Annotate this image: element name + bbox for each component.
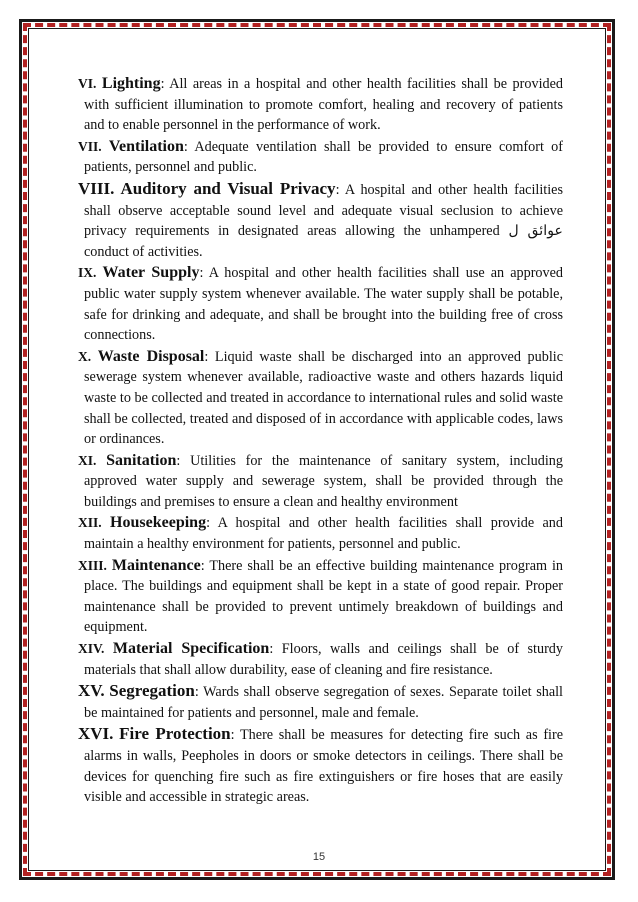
section-lighting: VI. Lighting: All areas in a hospital and other health facilities shall be provided with sufficient illumination to promote comfort, healing and recovery of patients and to enable personnel in the performance of work. [78, 75, 563, 134]
section-text: There shall be an effective building maintenance program in place. The buildings and equipment shall be kept in a state of good repair. Proper maintenance shall be provided to prevent untimely breakdown of buildings and equipment. [84, 557, 564, 636]
section-number: IX. [78, 265, 97, 281]
section-number: XI. [78, 452, 97, 468]
section-title: Ventilation [108, 137, 184, 155]
section-number: XIII. [78, 557, 107, 573]
section-fire-protection: XVI. Fire Protection: There shall be measures for detecting fire such as fire alarms in walls, Peepholes in doors or smoke detectors in ceilings. There shall be devices for quenching fire such as fire extinguishers or fire hoses that are easily visible and accessible in strategic areas. [78, 724, 564, 806]
section-text: Utilities for the maintenance of sanitary system, including approved water supply and sewerage system, shall be provided through the buildings and premises to ensure a clean and healthy environment [84, 452, 563, 510]
section-number: VIII. [78, 178, 115, 198]
section-title: Segregation [109, 681, 195, 701]
section-number: XV. [78, 681, 105, 701]
page-number: 15 [312, 851, 326, 863]
section-waste-disposal: X. Waste Disposal: Liquid waste shall be discharged into an approved public sewerage system whenever available, radioactive waste and others hazards liquid waste to be collected and treated in accordance to international rules and solid waste shall be collected, treated and disposed of in accordance with applicable codes, laws or ordinances. [78, 347, 564, 448]
section-text: Liquid waste shall be discharged into an approved public sewerage system whenever available, radioactive waste and others hazards liquid waste to be collected and treated in accordance to international rules and solid waste shall be collected, treated and disposed of in accordance with applicable codes, laws or ordinances. [84, 348, 564, 448]
section-number: X. [78, 348, 92, 364]
section-text: Wards shall observe segregation of sexes. Separate toilet shall be maintained for patients and personnel, male and female. [84, 684, 564, 721]
section-title: Housekeeping [110, 514, 207, 532]
document-body [78, 74, 563, 809]
section-number: VII. [78, 138, 102, 154]
section-text: A hospital and other health facilities shall use an approved public water supply system whenever available. The water supply shall be potable, safe for drinking and adequate, and shall be brought into the building free of cross connections. [84, 265, 564, 344]
section-title: Auditory and Visual Privacy [120, 178, 336, 198]
section-number: VI. [78, 76, 97, 91]
section-water-supply: IX. Water Supply: A hospital and other health facilities shall use an approved public water supply system whenever available. The water supply shall be potable, safe for drinking and adequate, and shall be brought into the building free of cross connections. [78, 264, 564, 344]
section-material-specification: XIV. Material Specification: Floors, walls and ceilings shall be of sturdy materials that shall allow durability, ease of cleaning and fire resistance. [78, 640, 563, 678]
section-segregation: XV. Segregation: Wards shall observe segregation of sexes. Separate toilet shall be maintained for patients and personnel, male and female. [78, 681, 564, 721]
section-text: There shall be measures for detecting fire such as fire alarms in walls, Peepholes in doors or smoke detectors in ceilings. There shall be devices for quenching fire such as fire extinguishers or fire hoses that are easily visible and accessible in strategic areas. [84, 727, 564, 806]
section-number: XII. [78, 515, 102, 531]
section-maintenance: XIII. Maintenance: There shall be an effective building maintenance program in place. The buildings and equipment shall be kept in a state of good repair. Proper maintenance shall be provided to prevent untimely breakdown of buildings and equipment. [78, 556, 564, 636]
section-text: Floors, walls and ceilings shall be of sturdy materials that shall allow durability, ease of cleaning and fire resistance. [84, 641, 563, 678]
section-housekeeping: XII. Housekeeping: A hospital and other health facilities shall provide and maintain a healthy environment for patients, personnel and public. [78, 514, 563, 553]
section-title: Fire Protection [119, 724, 231, 744]
section-title: Water Supply [102, 264, 200, 282]
section-title: Material Specification [112, 640, 270, 658]
section-ventilation: VII. Ventilation: Adequate ventilation shall be provided to ensure comfort of patients, personnel and public. [78, 137, 563, 176]
section-title: Maintenance [111, 556, 201, 574]
section-number: XIV. [78, 641, 105, 657]
section-title: Lighting [101, 75, 161, 92]
section-privacy: VIII. Auditory and Visual Privacy: A hospital and other health facilities shall observe acceptable sound level and adequate visual seclusion to achieve privacy requirements in designated areas allowing the unhampered عوائق ل conduct of activities. [78, 178, 563, 260]
section-title: Sanitation [106, 451, 177, 469]
section-text: A hospital and other health facilities shall provide and maintain a healthy environment for patients, personnel and public. [84, 515, 563, 553]
section-text: All areas in a hospital and other health facilities shall be provided with sufficient illumination to promote comfort, healing and recovery of patients and to enable personnel in the performance of work. [84, 76, 563, 134]
section-sanitation: XI. Sanitation: Utilities for the maintenance of sanitary system, including approved water supply and sewerage system, shall be provided through the buildings and premises to ensure a clean and healthy environment [78, 451, 563, 510]
section-text: Adequate ventilation shall be provided to ensure comfort of patients, personnel and public. [84, 138, 563, 176]
section-number: XVI. [78, 724, 114, 744]
section-text: A hospital and other health facilities shall observe acceptable sound level and adequate visual seclusion to achieve privacy requirements in designated areas allowing the unhampered عوائق ل conduct of activities. [84, 181, 563, 260]
section-title: Waste Disposal [97, 347, 205, 365]
